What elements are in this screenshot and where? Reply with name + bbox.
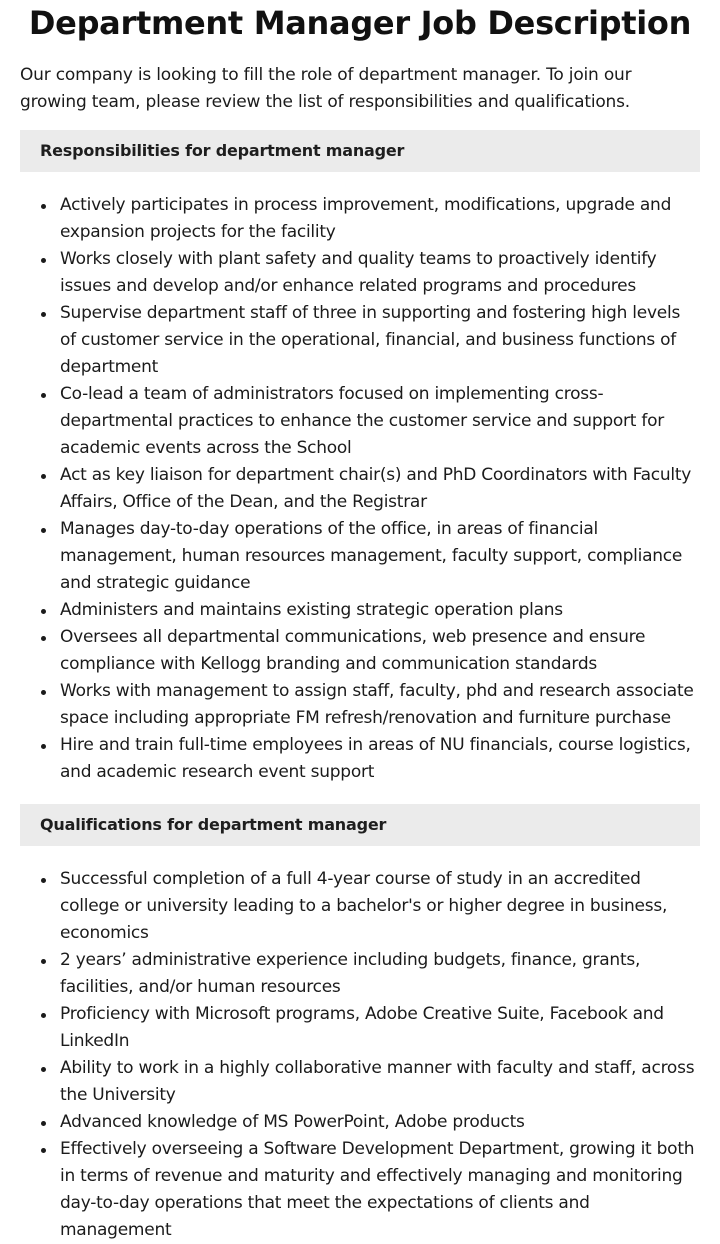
- list-item: Works closely with plant safety and quality teams to proactively identify issues and develop and/or enhance related programs and procedures: [20, 246, 700, 300]
- qualifications-heading: Qualifications for department manager: [20, 804, 700, 846]
- list-item: Effectively overseeing a Software Development Department, growing it both in terms of revenue and maturity and effectively managing and monitoring day-to-day operations that meet the expectations of clients and management: [20, 1136, 700, 1244]
- list-item: Works with management to assign staff, faculty, phd and research associate space including appropriate FM refresh/renovation and furniture purchase: [20, 678, 700, 732]
- responsibilities-list: [20, 192, 700, 786]
- list-item: Ability to work in a highly collaborative manner with faculty and staff, across the University: [20, 1055, 700, 1109]
- list-item: Oversees all departmental communications, web presence and ensure compliance with Kellogg branding and communication standards: [20, 624, 700, 678]
- responsibilities-heading: Responsibilities for department manager: [20, 130, 700, 172]
- list-item: Successful completion of a full 4-year course of study in an accredited college or university leading to a bachelor's or higher degree in business, economics: [20, 866, 700, 947]
- list-item: Advanced knowledge of MS PowerPoint, Adobe products: [20, 1109, 700, 1136]
- list-item: Hire and train full-time employees in areas of NU financials, course logistics, and academic research event support: [20, 732, 700, 786]
- list-item: 2 years’ administrative experience including budgets, finance, grants, facilities, and/or human resources: [20, 947, 700, 1001]
- list-item: Act as key liaison for department chair(s) and PhD Coordinators with Faculty Affairs, Office of the Dean, and the Registrar: [20, 462, 700, 516]
- list-item: Manages day-to-day operations of the office, in areas of financial management, human resources management, faculty support, compliance and strategic guidance: [20, 516, 700, 597]
- list-item: Actively participates in process improvement, modifications, upgrade and expansion projects for the facility: [20, 192, 700, 246]
- intro-paragraph: Our company is looking to fill the role of department manager. To join our growing team, please review the list of responsibilities and qualifications.: [20, 65, 632, 112]
- list-item: Proficiency with Microsoft programs, Adobe Creative Suite, Facebook and LinkedIn: [20, 1001, 700, 1055]
- list-item: Supervise department staff of three in supporting and fostering high levels of customer service in the operational, financial, and business functions of department: [20, 300, 700, 381]
- list-item: Administers and maintains existing strategic operation plans: [20, 597, 700, 624]
- qualifications-list: [20, 866, 700, 1244]
- page-title: Department Manager Job Description: [28, 4, 692, 42]
- list-item: Co-lead a team of administrators focused on implementing cross-departmental practices to enhance the customer service and support for academic events across the School: [20, 381, 700, 462]
